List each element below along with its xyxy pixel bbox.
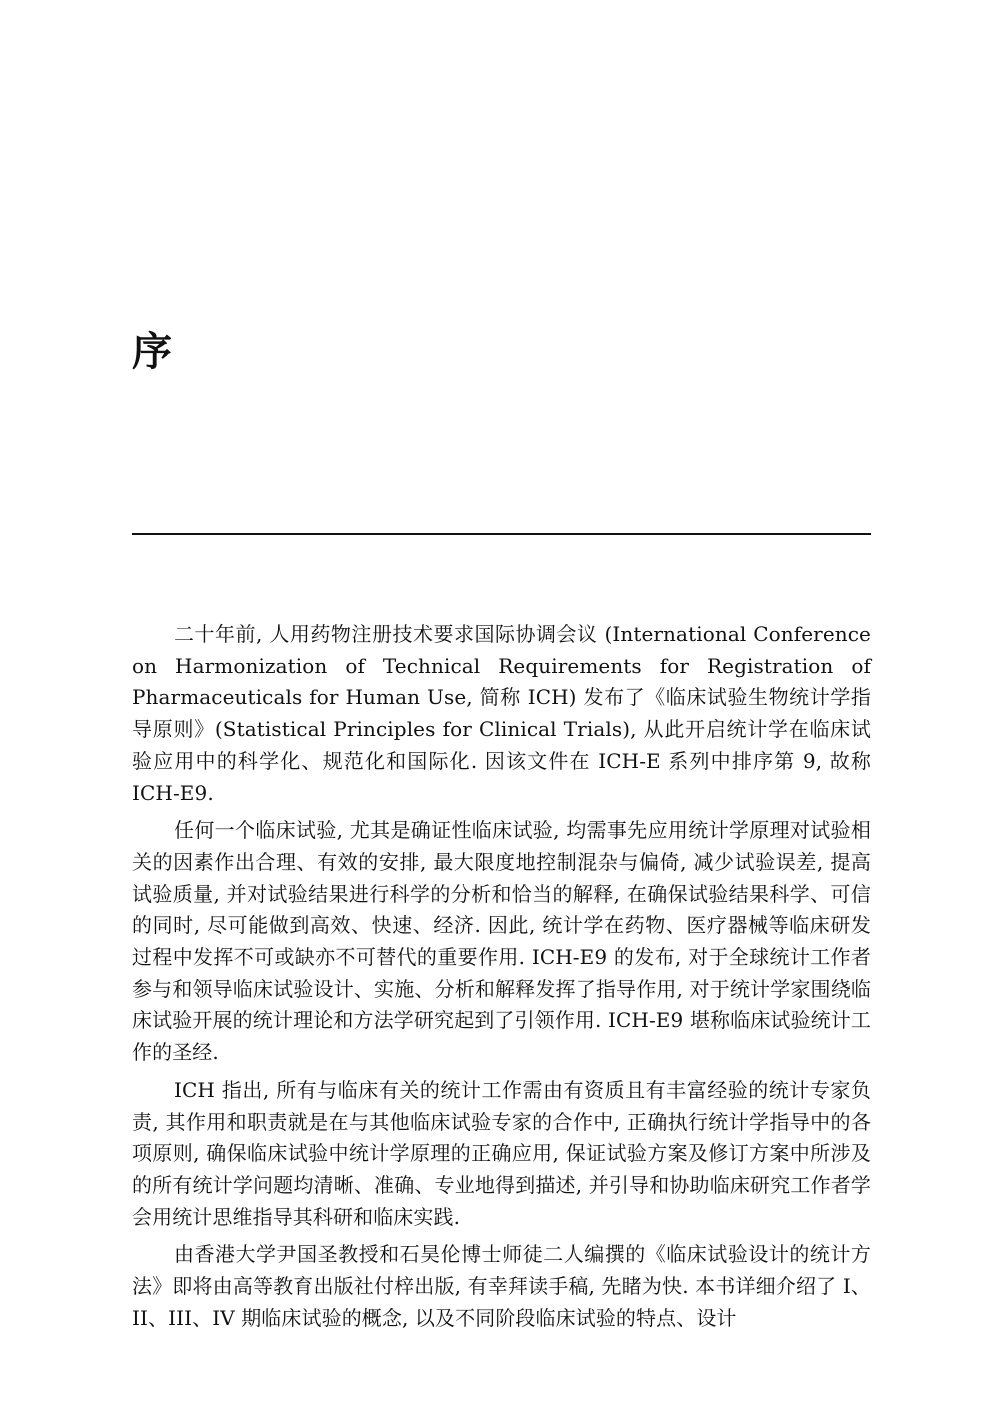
chapter-title: 序 (132, 329, 172, 375)
paragraph: 二十年前, 人用药物注册技术要求国际协调会议 (International Conference on Harmonization of Technical Requirements for Registration of Pharmaceuticals for Human Use, 简称 ICH) 发布了《临床试验生物统计学指导原则》(Statistical Principles for Clinical Trials), 从此开启统计学在临床试验应用中的科学化、规范化和国际化. 因该文件在 ICH-E 系列中排序第 9, 故称 ICH-E9. (132, 622, 871, 805)
paragraph: ICH 指出, 所有与临床有关的统计工作需由有资质且有丰富经验的统计专家负责, 其作用和职责就是在与其他临床试验专家的合作中, 正确执行统计学指导中的各项原则, 确保临床试验中统计学原理的正确应用, 保证试验方案及修订方案中所涉及的所有统计学问题均清晰、准确、专业地得到描述, 并引导和协助临床研究工作者学会用统计思维指导其科研和临床实践. (132, 1077, 871, 1229)
paragraph: 任何一个临床试验, 尤其是确证性临床试验, 均需事先应用统计学原理对试验相关的因素作出合理、有效的安排, 最大限度地控制混杂与偏倚, 减少试验误差, 提高试验质量, 并对试验结果进行科学的分析和恰当的解释, 在确保试验结果科学、可信的同时, 尽可能做到高效、快速、经济. 因此, 统计学在药物、医疗器械等临床研发过程中发挥不可或缺亦不可替代的重要作用. ICH-E9 的发布, 对于全球统计工作者参与和领导临床试验设计、实施、分析和解释发挥了指导作用, 对于统计学家围绕临床试验开展的统计理论和方法学研究起到了引领作用. ICH-E9 堪称临床试验统计工作的圣经. (132, 818, 871, 1065)
paragraph: 由香港大学尹国圣教授和石昊伦博士师徒二人编撰的《临床试验设计的统计方法》即将由高等教育出版社付梓出版, 有幸拜读手稿, 先睹为快. 本书详细介绍了 I、II、III、IV 期临床试验的概念, 以及不同阶段临床试验的特点、设计 (132, 1242, 871, 1330)
title-divider (132, 533, 871, 535)
body-text (132, 619, 871, 1340)
